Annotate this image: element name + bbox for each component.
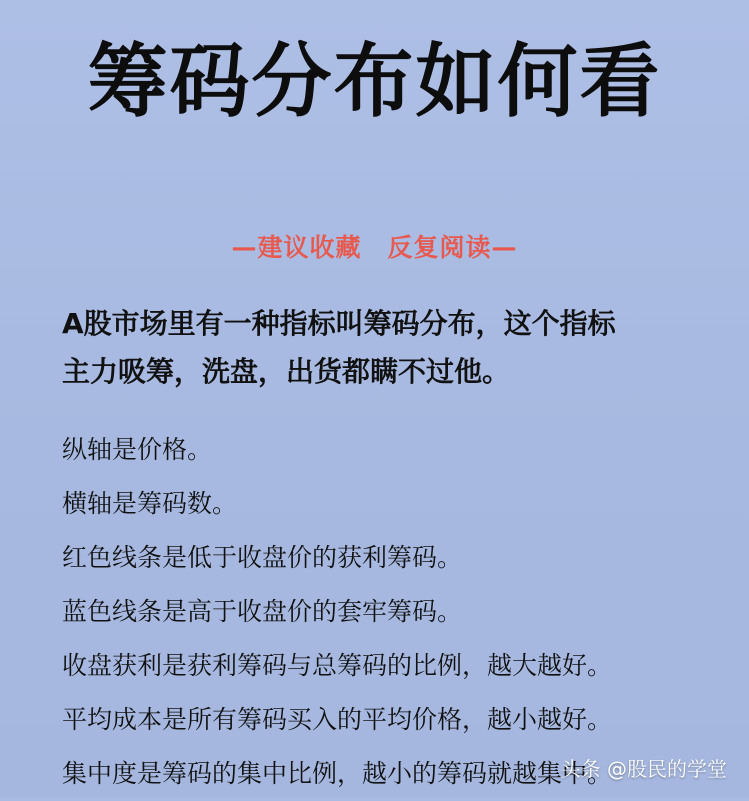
explanation-list xyxy=(62,423,742,801)
list-item: 平均成本是所有筹码买入的平均价格，越小越好。 xyxy=(62,705,613,734)
page-title: 筹码分布如何看 xyxy=(87,35,662,128)
list-item: 横轴是筹码数。 xyxy=(62,489,238,518)
watermark: 头条 @股民的学堂 xyxy=(560,757,727,781)
subtitle: —建议收藏 反复阅读— xyxy=(231,233,518,262)
list-item: 纵轴是价格。 xyxy=(62,435,213,464)
intro-line: 主力吸筹，洗盘，出货都瞒不过他。 xyxy=(62,355,511,388)
intro-line: A股市场里有一种指标叫筹码分布，这个指标 xyxy=(62,307,616,340)
list-item: 集中度是筹码的集中比例，越小的筹码就越集中。 xyxy=(62,759,613,788)
intro-paragraph xyxy=(62,300,722,396)
list-item: 红色线条是低于收盘价的获利筹码。 xyxy=(62,543,463,572)
list-item: 蓝色线条是高于收盘价的套牢筹码。 xyxy=(62,597,463,626)
list-item: 收盘获利是获利筹码与总筹码的比例，越大越好。 xyxy=(62,651,613,680)
